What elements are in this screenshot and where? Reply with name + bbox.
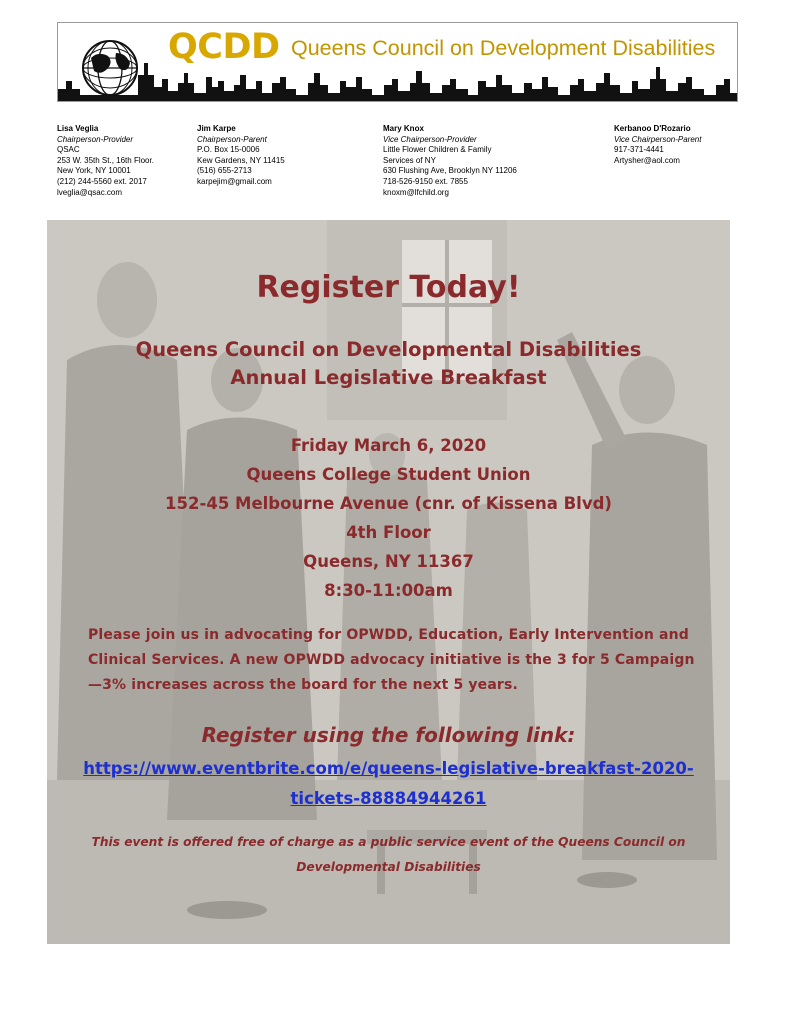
officer-line: P.O. Box 15-0006 bbox=[197, 145, 260, 155]
register-link-line[interactable]: https://www.eventbrite.com/e/queens-legislative-breakfast-2020- bbox=[83, 759, 694, 778]
headline: Register Today! bbox=[256, 270, 521, 305]
event-floor: 4th Floor bbox=[346, 523, 431, 542]
officer-line: knoxm@lfchild.org bbox=[383, 187, 449, 197]
free-event-disclaimer: This event is offered free of charge as a public service event of the Queens Council on Developmental Disabilities bbox=[91, 835, 686, 874]
officer-line: lveglia@qsac.com bbox=[57, 187, 123, 197]
officer-role: Chairperson-Provider bbox=[57, 134, 134, 144]
city-skyline-graphic bbox=[58, 23, 738, 102]
officer-line: (516) 655-2713 bbox=[197, 166, 252, 176]
officer-name: Mary Knox bbox=[383, 124, 424, 133]
logo-text: QCDD bbox=[168, 27, 280, 67]
officer-line: Services of NY bbox=[383, 155, 436, 165]
organization-title: Queens Council on Developmental Disabilities bbox=[135, 338, 642, 361]
officer-lisa-veglia bbox=[57, 124, 154, 198]
officer-name: Lisa Veglia bbox=[57, 124, 99, 133]
officer-line: New York, NY 10001 bbox=[57, 166, 131, 176]
event-flyer bbox=[47, 220, 730, 944]
officer-line: Kew Gardens, NY 11415 bbox=[197, 155, 285, 165]
letterhead-banner bbox=[57, 22, 738, 102]
organization-name: Queens Council on Development Disabilities bbox=[291, 36, 716, 60]
event-time: 8:30-11:00am bbox=[324, 581, 453, 600]
eventbrite-register-link[interactable] bbox=[47, 754, 730, 814]
officer-line: karpejim@gmail.com bbox=[197, 176, 272, 186]
register-link-line[interactable]: tickets-88884944261 bbox=[290, 789, 487, 808]
officer-line: 630 Flushing Ave, Brooklyn NY 11206 bbox=[383, 166, 517, 176]
register-heading: Register using the following link: bbox=[201, 723, 576, 747]
officer-line: QSAC bbox=[57, 145, 80, 155]
advocacy-paragraph: Please join us in advocating for OPWDD, Education, Early Intervention and Clinical Services. A new OPWDD advocacy initiative is the 3 for 5 Campaign—3% increases across the board for the next 5 years. bbox=[88, 627, 695, 693]
officer-line: Artysher@aol.com bbox=[614, 155, 680, 165]
officer-name: Kerbanoo D'Rozario bbox=[614, 124, 691, 133]
officer-role: Chairperson-Parent bbox=[197, 134, 267, 144]
officer-line: (212) 244-5560 ext. 2017 bbox=[57, 176, 147, 186]
officer-line: Little Flower Children & Family bbox=[383, 145, 492, 155]
officer-mary-knox bbox=[383, 124, 517, 198]
officer-line: 718-526-9150 ext. 7855 bbox=[383, 176, 468, 186]
officer-kerbanoo-drozario bbox=[614, 124, 701, 166]
officer-line: 253 W. 35th St., 16th Floor. bbox=[57, 155, 154, 165]
event-city: Queens, NY 11367 bbox=[303, 552, 474, 571]
officer-role: Vice Chairperson-Parent bbox=[614, 134, 702, 144]
event-address: 152-45 Melbourne Avenue (cnr. of Kissena Blvd) bbox=[165, 494, 612, 513]
event-venue: Queens College Student Union bbox=[246, 465, 531, 484]
officer-name: Jim Karpe bbox=[197, 124, 236, 133]
event-date: Friday March 6, 2020 bbox=[290, 436, 487, 455]
officer-line: 917-371-4441 bbox=[614, 145, 664, 155]
event-title: Annual Legislative Breakfast bbox=[230, 366, 547, 389]
globe-icon bbox=[83, 41, 137, 95]
officer-role: Vice Chairperson-Provider bbox=[383, 134, 477, 144]
officer-jim-karpe bbox=[197, 124, 285, 188]
